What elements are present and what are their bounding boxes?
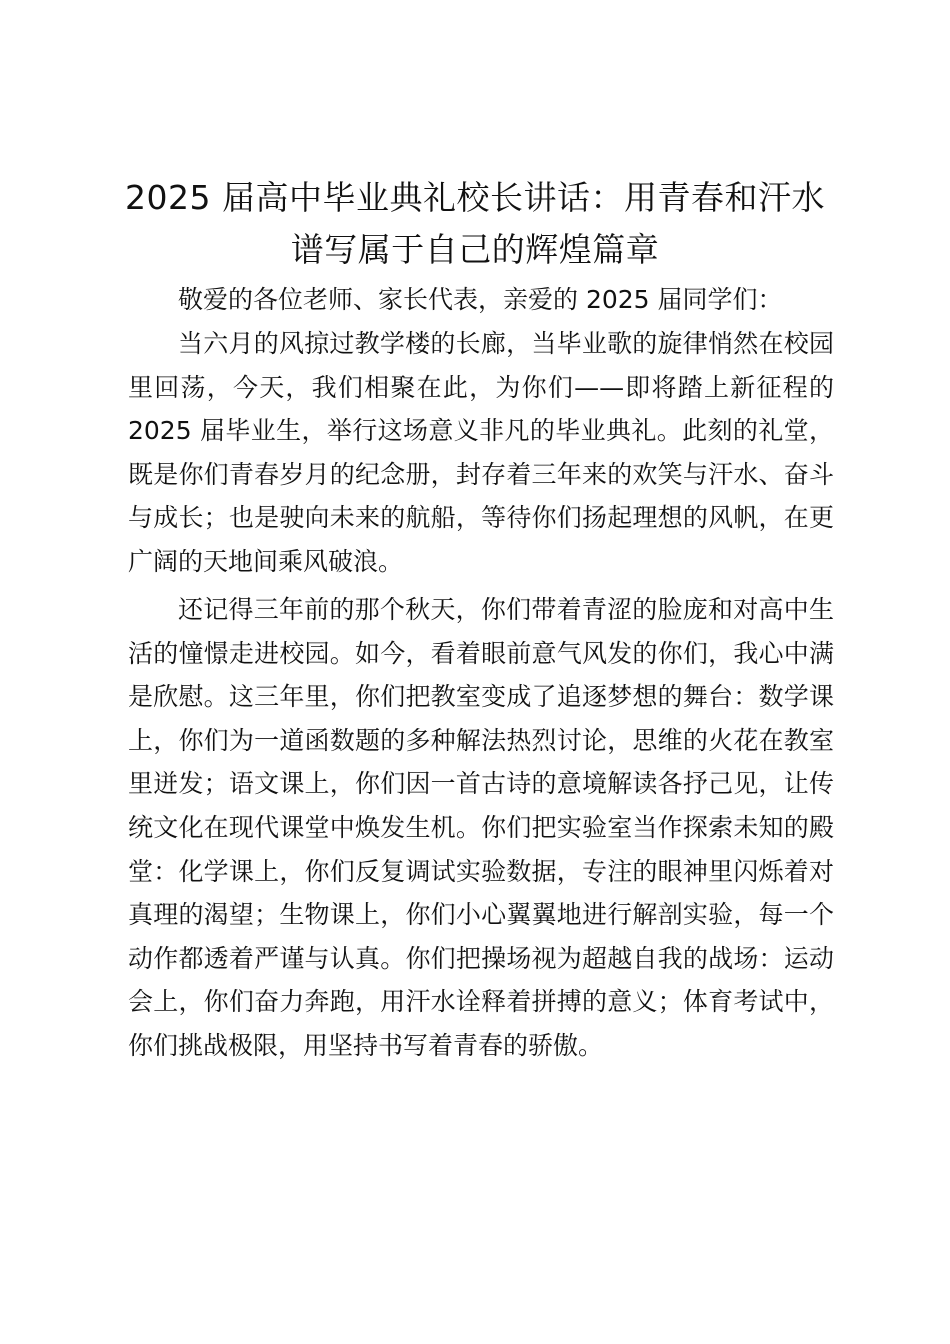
salutation-paragraph: 敬爱的各位老师、家长代表，亲爱的 2025 届同学们： — [178, 285, 783, 314]
memory-paragraph: 还记得三年前的那个秋天，你们带着青涩的脸庞和对高中生活的憧憬走进校园。如今，看着眼前意气风发的你们，我心中满是欣慰。这三年里，你们把教室变成了追逐梦想的舞台：数学课上，你们为一道函数题的多种解法热烈讨论，思维的火花在教室里迸发；语文课上，你们因一首古诗的意境解读各抒己见，让传统文化在现代课堂中焕发生机。你们把实验室当作探索未知的殿堂：化学课上，你们反复调试实验数据，专注的眼神里闪烁着对真理的渴望；生物课上，你们小心翼翼地进行解剖实验，每一个动作都透着严谨与认真。你们把操场视为超越自我的战场：运动会上，你们奋力奔跑，用汗水诠释着拼搏的意义；体育考试中，你们挑战极限，用坚持书写着青春的骄傲。 — [128, 595, 834, 1060]
document-title: 2025 届高中毕业典礼校长讲话：用青春和汗水谱写属于自己的辉煌篇章 — [125, 178, 825, 269]
intro-paragraph: 当六月的风掠过教学楼的长廊，当毕业歌的旋律悄然在校园里回荡，今天，我们相聚在此，为你们——即将踏上新征程的 2025 届毕业生，举行这场意义非凡的毕业典礼。此刻的礼堂，既是你们青春岁月的纪念册，封存着三年来的欢笑与汗水、奋斗与成长；也是驶向未来的航船，等待你们扬起理想的风帆，在更广阔的天地间乘风破浪。 — [128, 329, 834, 576]
